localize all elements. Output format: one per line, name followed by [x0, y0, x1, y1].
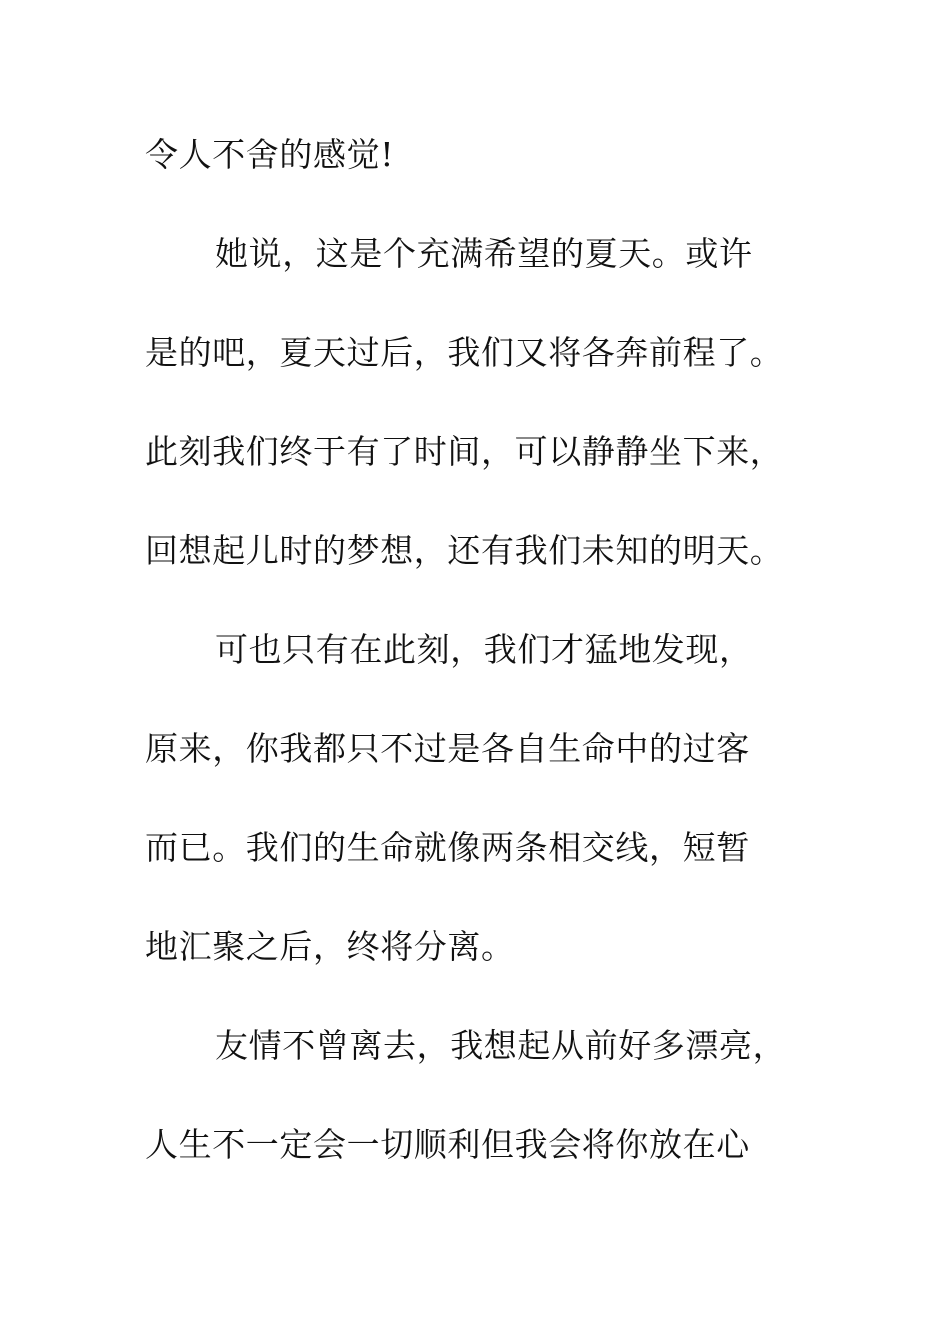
text-line: 令人不舍的感觉! — [145, 135, 395, 174]
paragraph-start-line: 可也只有在此刻，我们才猛地发现， — [215, 630, 753, 669]
text-line: 人生不一定会一切顺利但我会将你放在心 — [145, 1125, 750, 1164]
text-line: 原来，你我都只不过是各自生命中的过客 — [145, 729, 750, 768]
text-line: 地汇聚之后，终将分离。 — [145, 927, 515, 966]
text-line: 此刻我们终于有了时间，可以静静坐下来， — [145, 432, 784, 471]
text-line: 是的吧，夏天过后，我们又将各奔前程了。 — [145, 333, 784, 372]
paragraph-start-line: 她说，这是个充满希望的夏天。或许 — [215, 234, 753, 273]
text-line: 而已。我们的生命就像两条相交线，短暂 — [145, 828, 750, 867]
text-line: 回想起儿时的梦想，还有我们未知的明天。 — [145, 531, 784, 570]
paragraph-start-line: 友情不曾离去，我想起从前好多漂亮， — [215, 1026, 787, 1065]
